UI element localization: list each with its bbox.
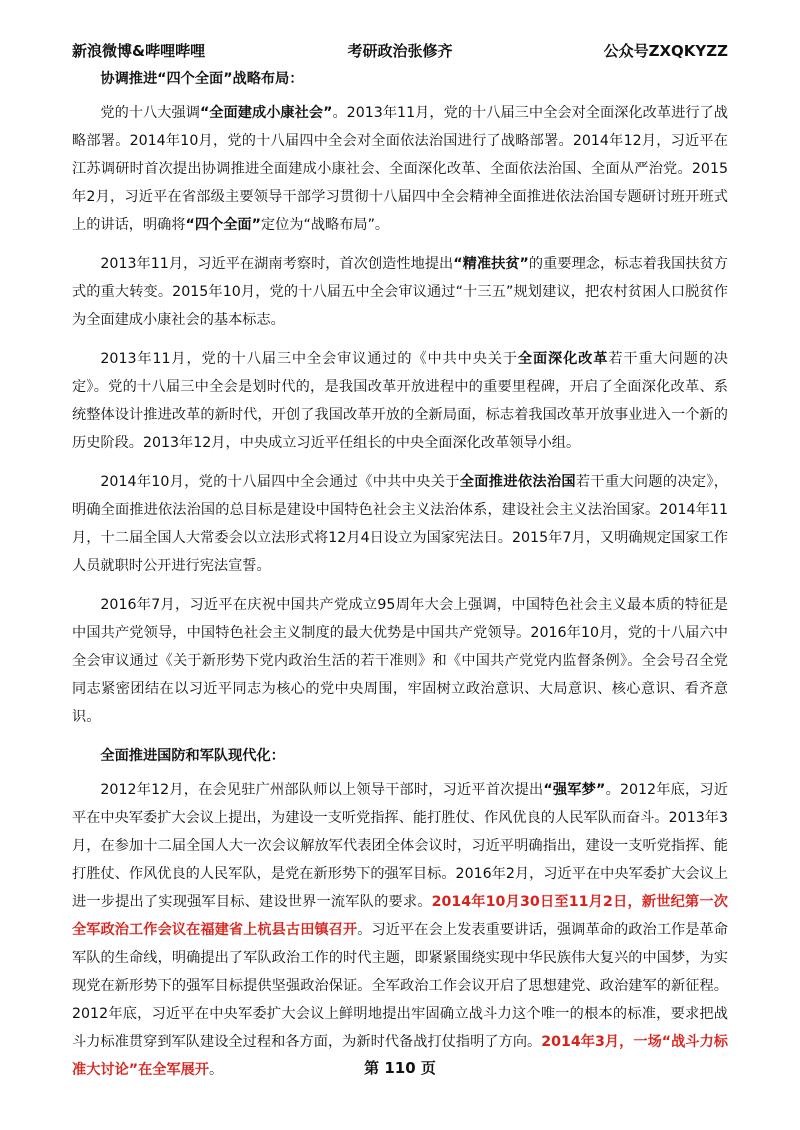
highlight-combat-standard: 2014年3月，一场“战斗力标准大讨论”在全军展开 <box>72 1034 728 1078</box>
page-number: 第 110 页 <box>364 1059 436 1077</box>
page-content <box>72 65 728 1095</box>
header-weibo-bilibili: 新浪微博&哔哩哔哩 <box>72 42 206 60</box>
paragraph-four-comprehensives: 党的十八大强调“全面建成小康社会”。2013年11月，党的十八届三中全会对全面深化改革进行了战略部署。2014年10月，党的十八届四中全会对全面依法治国进行了战略部署。2014年12月，习近平在江苏调研时首次提出协调推进全面建成小康社会、全面深化改革、全面依法治国、全面从严治党。2015年2月，习近平在省部级主要领导干部学习贯彻十八届四中全会精神全面推进依法治国专题研讨班开班式上的讲话，明确将“四个全面”定位为“战略布局”。 <box>72 105 728 233</box>
paragraph-strong-army: 2012年12月，在会见驻广州部队师以上领导干部时，习近平首次提出“强军梦”。2012年底，习近平在中央军委扩大会议上提出，为建设一支听党指挥、能打胜仗、作风优良的人民军队而奋斗。2013年3月，在参加十二届全国人大一次会议解放军代表团全体会议时，习近平明确指出，建设一支听党指挥、能打胜仗、作风优良的人民军队，是党在新形势下的强军目标。2016年2月，习近平在中央军委扩大会议上进一步提出了实现强军目标、建设世界一流军队的要求。2014年10月30日至11月2日，新世纪第一次全军政治工作会议在福建省上杭县古田镇召开。习近平在会上发表重要讲话，强调革命的政治工作是革命军队的生命线，明确提出了军队政治工作的时代主题，即紧紧围绕实现中华民族伟大复兴的中国梦，为实现党在新形势下的强军目标提供坚强政治保证。全军政治工作会议开启了思想建党、政治建军的新征程。2012年底，习近平在中央军委扩大会议上鲜明地提出牢固确立战斗力这个唯一的根本的标准，要求把战斗力标准贯穿到军队建设全过程和各方面，为新时代备战打仗指明了方向。2014年3月，一场“战斗力标准大讨论”在全军展开。 <box>72 782 728 1078</box>
paragraph-rule-of-law: 2014年10月，党的十八届四中全会通过《中共中央关于全面推进依法治国若干重大问题的决定》，明确全面推进依法治国的总目标是建设中国特色社会主义法治体系，建设社会主义法治国家。2014年11月，十二届全国人大常委会以立法形式将12月4日设立为国家宪法日。2015年7月，又明确规定国家工作人员就职时公开进行宪法宣誓。 <box>72 474 728 574</box>
section-title-four-comprehensives: 协调推进“四个全面”战略布局： <box>100 71 304 87</box>
section-title-military: 全面推进国防和军队现代化： <box>100 748 285 764</box>
highlight-gutian-meeting: 2014年10月30日至11月2日，新世纪第一次全军政治工作会议在福建省上杭县古田镇召开 <box>72 894 728 938</box>
page-header <box>72 40 728 62</box>
paragraph-precision-poverty: 2013年11月，习近平在湖南考察时，首次创造性地提出“精准扶贫”的重要理念，标志着我国扶贫方式的重大转变。2015年10月，党的十八届五中全会审议通过“十三五”规划建议，把农村贫困人口脱贫作为全面建成小康社会的基本标志。 <box>72 256 728 328</box>
header-wechat-account: 公众号ZXQKYZZ <box>603 42 728 60</box>
header-author: 考研政治张修齐 <box>347 42 453 60</box>
paragraph-party-leadership: 2016年7月，习近平在庆祝中国共产党成立95周年大会上强调，中国特色社会主义最本质的特征是中国共产党领导，中国特色社会主义制度的最大优势是中国共产党领导。2016年10月，党的十八届六中全会审议通过《关于新形势下党内政治生活的若干准则》和《中国共产党党内监督条例》。全会号召全党同志紧密团结在以习近平同志为核心的党中央周围，牢固树立政治意识、大局意识、核心意识、看齐意识。 <box>72 597 728 725</box>
paragraph-deepening-reform: 2013年11月，党的十八届三中全会审议通过的《中共中央关于全面深化改革若干重大问题的决定》。党的十八届三中全会是划时代的，是我国改革开放进程中的重要里程碑，开启了全面深化改革、系统整体设计推进改革的新时代，开创了我国改革开放的全新局面，标志着我国改革开放事业进入一个新的历史阶段。2013年12月，中央成立习近平任组长的中央全面深化改革领导小组。 <box>72 351 728 451</box>
